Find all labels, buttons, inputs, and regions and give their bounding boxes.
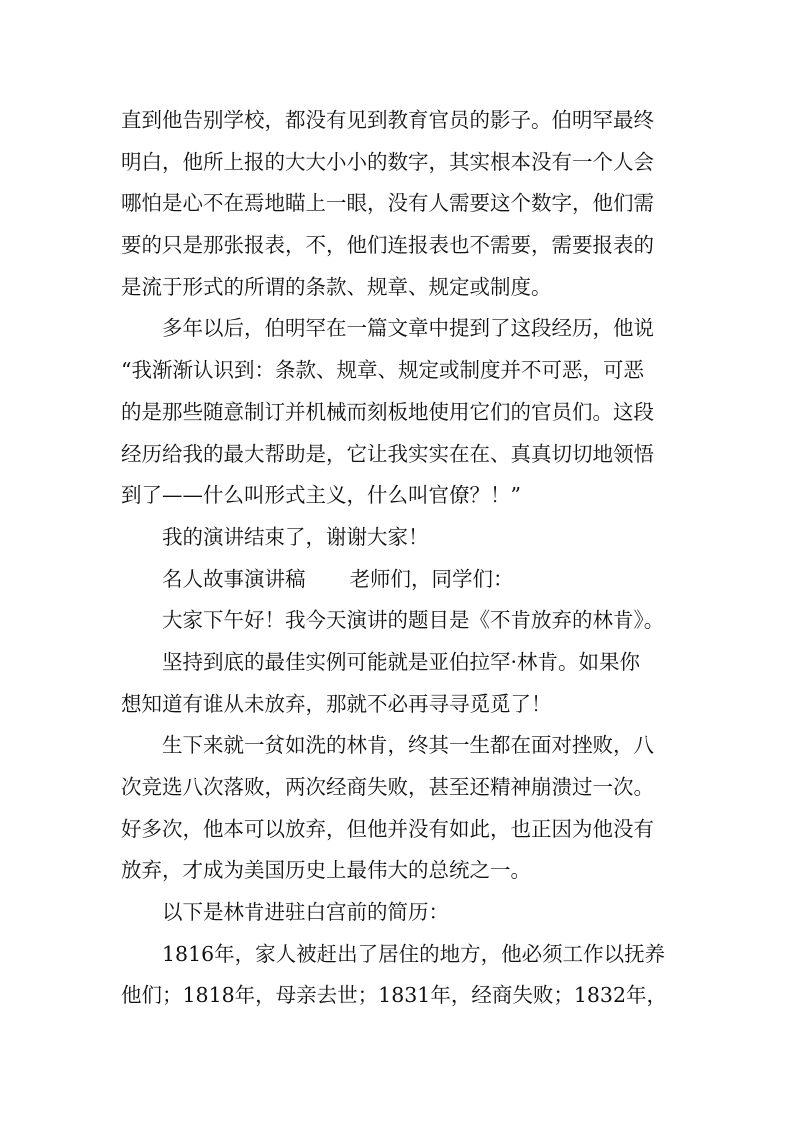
closing-line: 我的演讲结束了，谢谢大家！ <box>162 524 429 549</box>
text-line: 是流于形式的所谓的条款、规章、规定或制度。 <box>121 274 552 299</box>
paragraph-first-line: 坚持到底的最佳实例可能就是亚伯拉罕·林肯。如果你 <box>162 649 641 674</box>
paragraph-first-line: 1816年，家人被赶出了居住的地方，他必须工作以抚养 <box>162 941 666 966</box>
text-line: 到了——什么叫形式主义，什么叫官僚？！” <box>121 483 521 508</box>
paragraph-first-line: 以下是林肯进驻白宫前的简历： <box>162 900 449 925</box>
text-line: 想知道有谁从未放弃，那就不必再寻寻觅觅了！ <box>121 691 552 716</box>
paragraph-first-line: 大家下午好！我今天演讲的题目是《不肯放弃的林肯》。 <box>162 608 665 633</box>
text-line: 要的只是那张报表，不，他们连报表也不需要，需要报表的 <box>121 233 654 258</box>
text-line: 次竞选八次落败，两次经商失败，甚至还精神崩溃过一次。 <box>121 775 654 799</box>
paragraph-first-line: 多年以后，伯明罕在一篇文章中提到了这段经历，他说 <box>162 316 654 341</box>
text-line: 直到他告别学校，都没有见到教育官员的影子。伯明罕最终 <box>121 108 654 132</box>
document-body <box>121 100 691 1017</box>
text-line: 他们；1818年，母亲去世；1831年，经商失败；1832年， <box>121 983 668 1008</box>
speech-heading-line <box>121 559 691 601</box>
text-line: 放弃，才成为美国历史上最伟大的总统之一。 <box>121 858 531 883</box>
paragraph-first-line: 生下来就一贫如洗的林肯，终其一生都在面对挫败，八 <box>162 733 654 758</box>
text-line: 好多次，他本可以放弃，但他并没有如此，也正因为他没有 <box>121 816 654 841</box>
text-line: “我渐渐认识到：条款、规章、规定或制度并不可恶，可恶 <box>121 358 644 383</box>
text-line: 明白，他所上报的大大小小的数字，其实根本没有一个人会 <box>121 149 654 174</box>
text-line: 经历给我的最大帮助是，它让我实实在在、真真切切地领悟 <box>121 441 654 466</box>
speech-salutation: 老师们，同学们： <box>349 566 514 591</box>
text-line: 的是那些随意制订并机械而刻板地使用它们的官员们。这段 <box>121 399 654 424</box>
speech-title: 名人故事演讲稿 <box>162 566 306 591</box>
text-line: 哪怕是心不在焉地瞄上一眼，没有人需要这个数字，他们需 <box>121 191 654 216</box>
